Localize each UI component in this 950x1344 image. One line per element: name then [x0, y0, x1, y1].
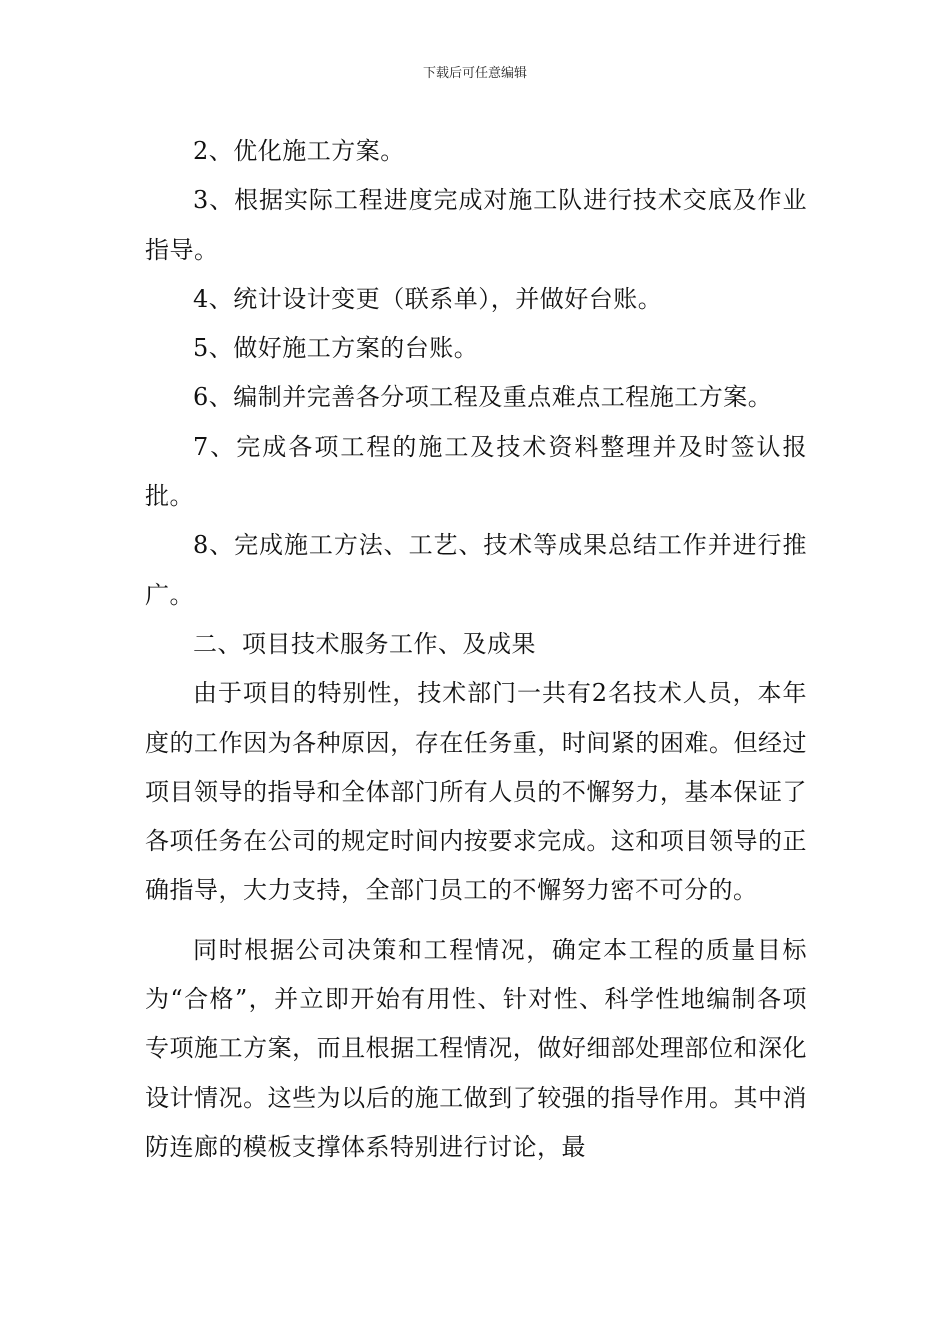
list-item-5: 5、做好施工方案的台账。	[193, 334, 479, 363]
list-item-2: 2、优化施工方案。	[193, 137, 405, 165]
section-heading: 二、项目技术服务工作、及成果	[193, 629, 536, 658]
document-body	[145, 127, 807, 1172]
list-item-4: 4、统计设计变更（联系单），并做好台账。	[193, 284, 663, 313]
list-item-3: 3、根据实际工程进度完成对施工队进行技术交底及作业指导。	[145, 186, 807, 264]
list-item-8: 8、完成施工方法、工艺、技术等成果总结工作并进行推广。	[145, 531, 807, 609]
page-header-note: 下载后可任意编辑	[422, 66, 527, 81]
paragraph-gap	[145, 916, 807, 926]
body-paragraph: 由于项目的特别性，技术部门一共有2名技术人员，本年度的工作因为各种原因，存在任务重，时间紧的困难。但经过项目领导的指导和全体部门所有人员的不懈努力，基本保证了各项任务在公司的规定时间内按要求完成。这和项目领导的正确指导，大力支持，全部门员工的不懈努力密不可分的。	[145, 679, 807, 905]
list-item-6: 6、编制并完善各分项工程及重点难点工程施工方案。	[193, 383, 773, 412]
body-paragraph: 同时根据公司决策和工程情况，确定本工程的质量目标为“合格”，并立即开始有用性、针对性、科学性地编制各项专项施工方案，而且根据工程情况，做好细部处理部位和深化设计情况。这些为以后的施工做到了较强的指导作用。其中消防连廊的模板支撑体系特别进行讨论，最	[145, 935, 807, 1161]
list-item-7: 7、完成各项工程的施工及技术资料整理并及时签认报批。	[145, 432, 807, 511]
